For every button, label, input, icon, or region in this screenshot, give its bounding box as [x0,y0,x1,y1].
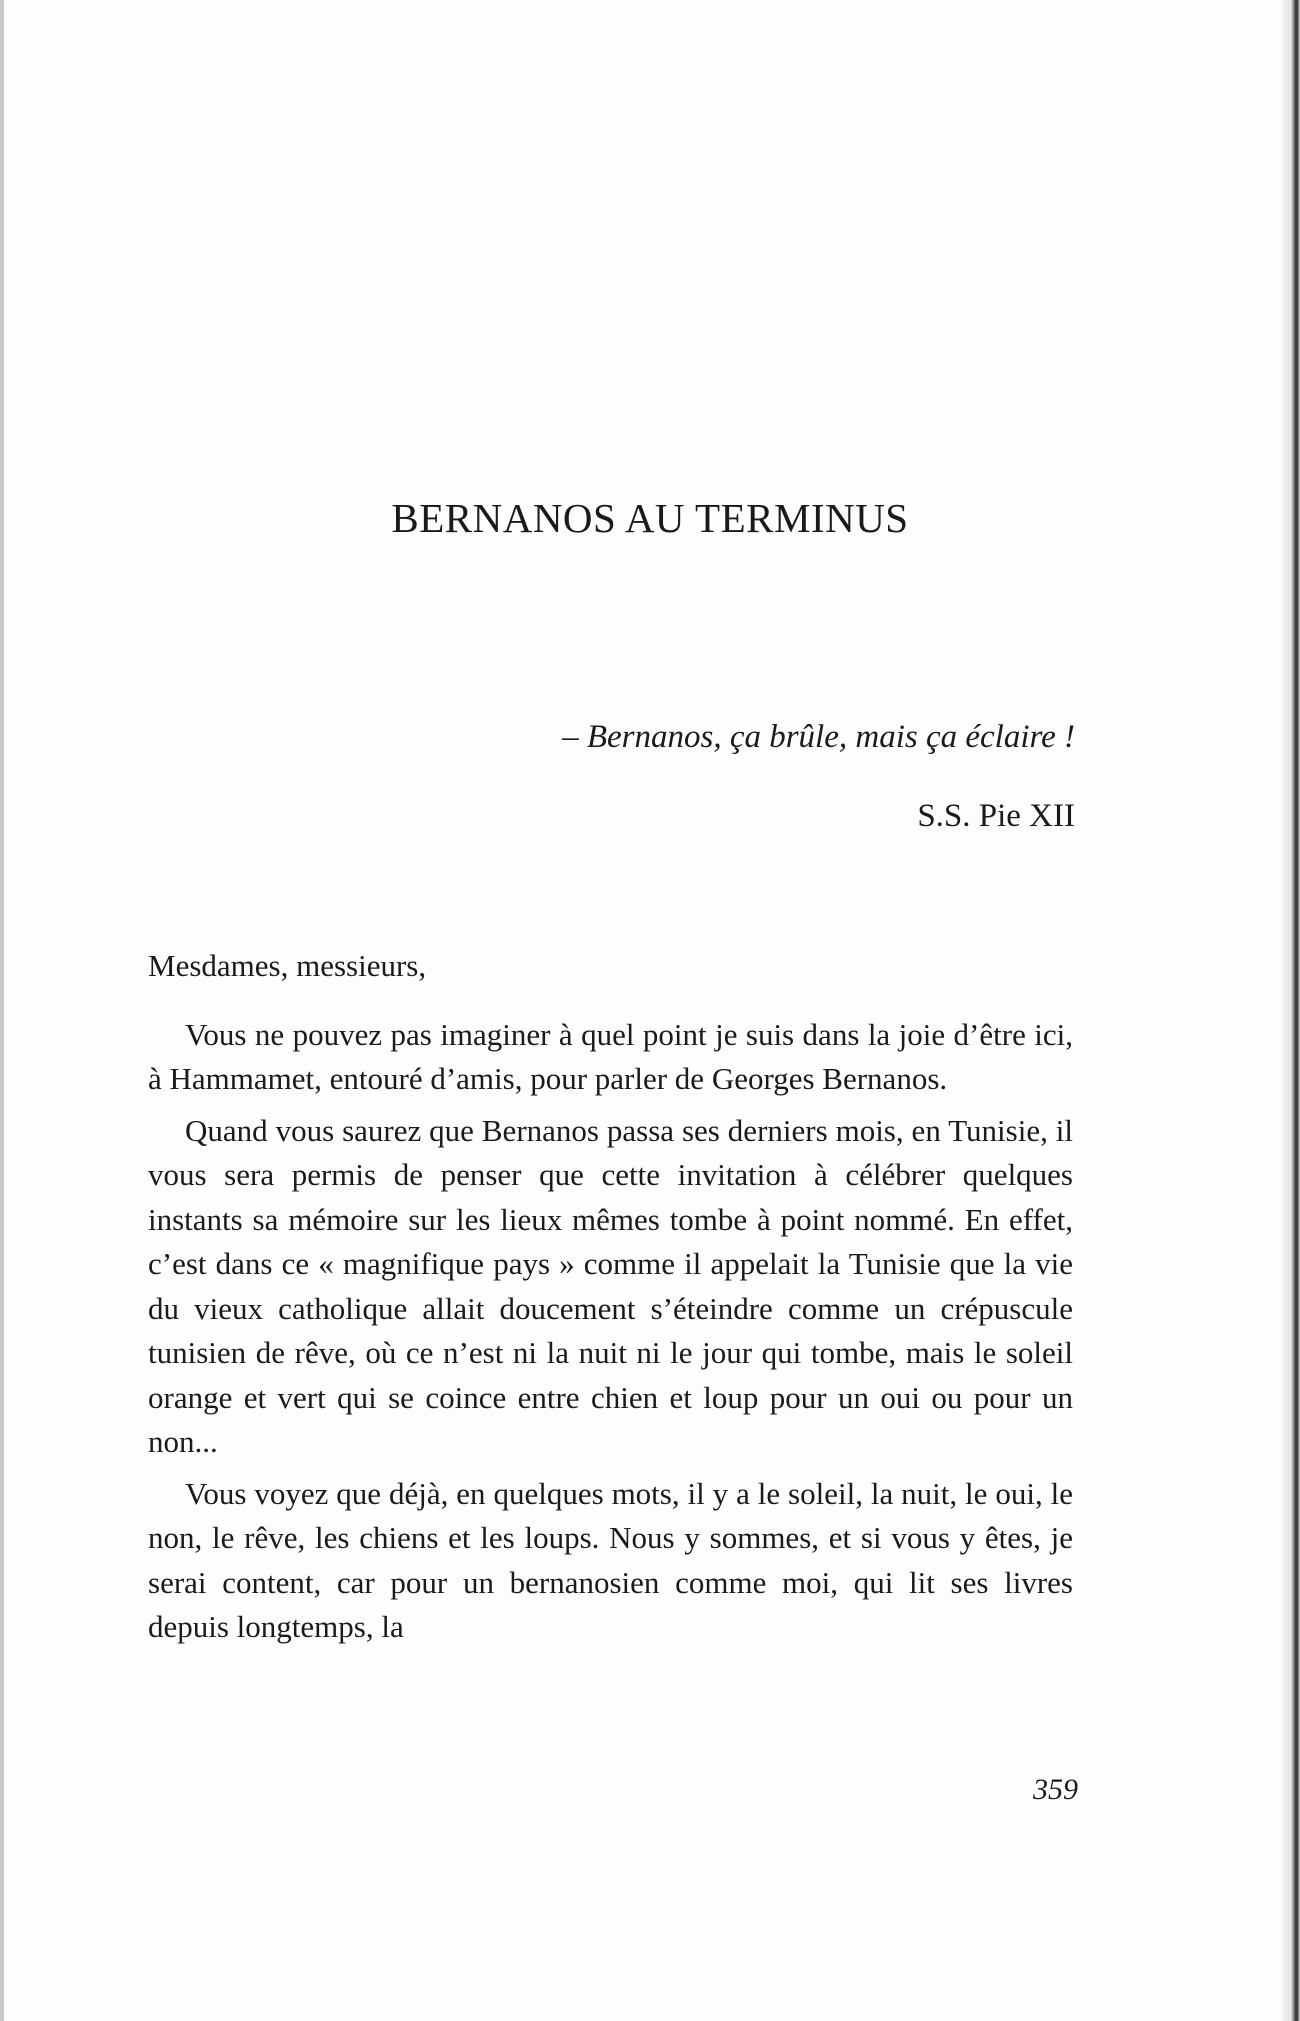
epigraph-source: S.S. Pie XII [917,798,1075,834]
paragraph-3: Vous voyez que déjà, en quelques mots, il y a le soleil, la nuit, le oui, le non, le rêve, les chiens et les loups. Nous y sommes, et si vous y êtes, je serai content, car pour un bernanosien comme moi, qui lit ses livres depuis longtemps, la [148,1475,1073,1644]
paragraph-1: Vous ne pouvez pas imaginer à quel point je suis dans la joie d’être ici, à Hammamet, entouré d’amis, pour parler de Georges Bernanos. [148,1016,1073,1096]
salutation: Mesdames, messieurs, [148,948,427,983]
body-text [148,944,1073,1657]
page-left-edge [0,0,4,2021]
page-number: 359 [1033,1773,1078,1806]
paragraph-2: Quand vous saurez que Bernanos passa ses derniers mois, en Tunisie, il vous sera permis de penser que cette invitation à célébrer quelques instants sa mémoire sur les lieux mêmes tombe à point nommé. En effet, c’est dans ce « magnifique pays » comme il appelait la Tunisie que la vie du vieux catholique allait doucement s’éteindre comme un crépuscule tunisien de rêve, où ce n’est ni la nuit ni le jour qui tombe, mais le soleil orange et vert qui se coince entre chien et loup pour un oui ou pour un non... [148,1112,1073,1459]
chapter-title: BERNANOS AU TERMINUS [391,495,909,541]
page-binding-edge [1282,0,1300,2021]
epigraph-quote: – Bernanos, ça brûle, mais ça éclaire ! [562,719,1075,755]
